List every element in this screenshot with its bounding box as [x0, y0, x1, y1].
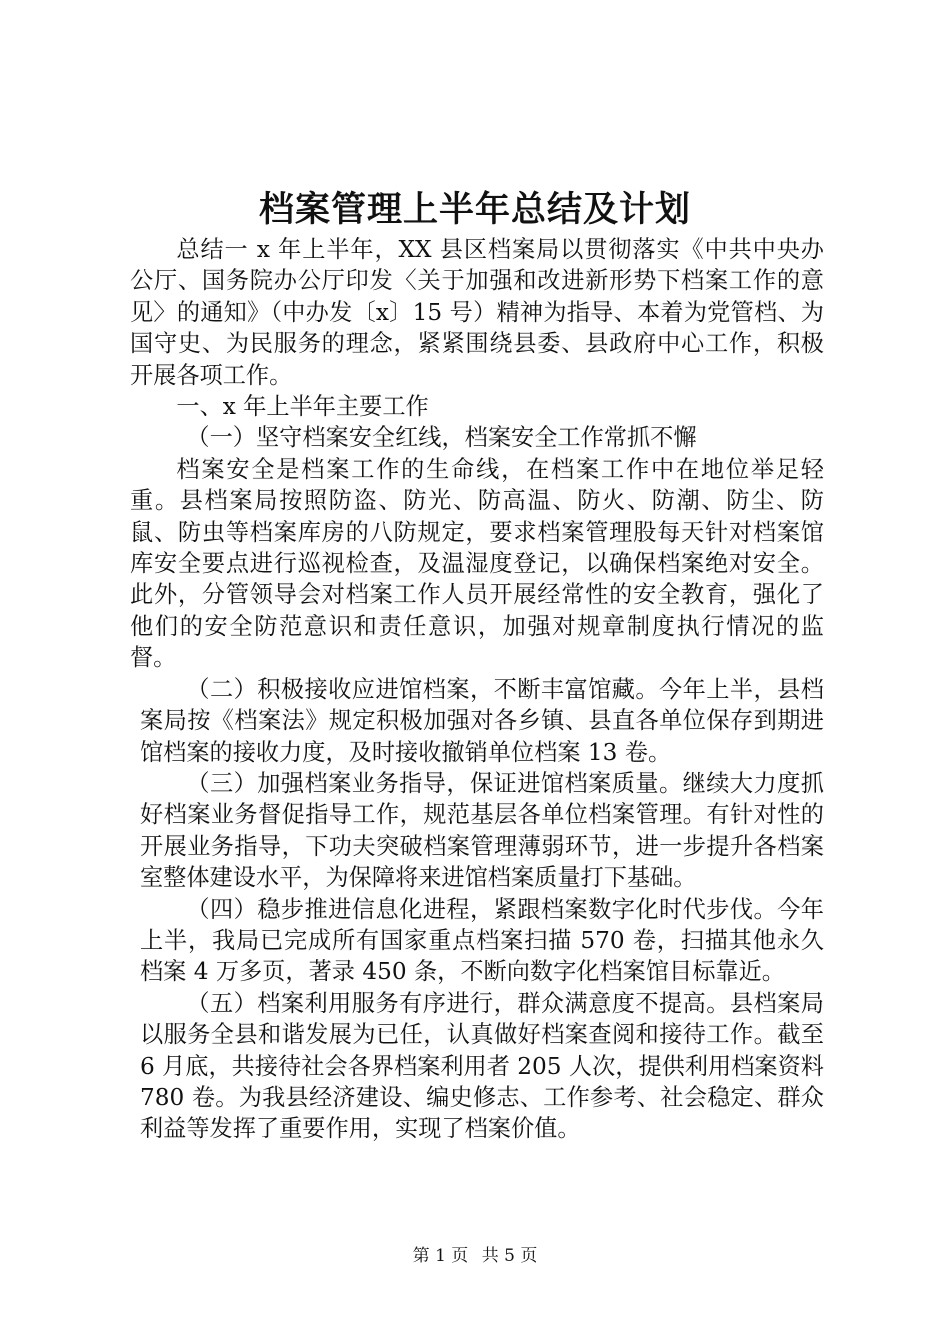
document-body [130, 234, 824, 1145]
body-paragraph-3: （三）加强档案业务指导，保证进馆档案质量。继续大力度抓好档案业务督促指导工作，规范基层各单位档案管理。有针对性的开展业务指导，下功夫突破档案管理薄弱环节，进一步提升各档案室整体建设水平，为保障将来进馆档案质量打下基础。 [140, 769, 824, 892]
subsection-heading-1: （一）坚守档案安全红线，档案安全工作常抓不懈 [186, 424, 697, 452]
page-number: 第 1 页 [412, 1246, 469, 1266]
body-paragraph: 档案安全是档案工作的生命线，在档案工作中在地位举足轻重。县档案局按照防盗、防光、防高温、防火、防潮、防尘、防鼠、防虫等档案库房的八防规定，要求档案管理股每天针对档案馆库安全要点进行巡视检查，及温湿度登记，以确保档案绝对安全。此外，分管领导会对档案工作人员开展经常性的安全教育，强化了他们的安全防范意识和责任意识，加强对规章制度执行情况的监督。 [130, 455, 824, 672]
body-paragraph-5: （五）档案利用服务有序进行，群众满意度不提高。县档案局以服务全县和谐发展为已任，认真做好档案查阅和接待工作。截至 6 月底，共接待社会各界档案利用者 205 人次，提供利用档案资料 780 卷。为我县经济建设、编史修志、工作参考、社会稳定、群众利益等发挥了重要作用，实现了档案价值。 [140, 989, 824, 1143]
document-title: 档案管理上半年总结及计划 [258, 189, 691, 230]
page-footer [0, 1244, 950, 1268]
body-paragraph-2: （二）积极接收应进馆档案，不断丰富馆藏。今年上半，县档案局按《档案法》规定积极加强对各乡镇、县直各单位保存到期进馆档案的接收力度，及时接收撤销单位档案 13 卷。 [140, 675, 824, 766]
body-paragraph-4: （四）稳步推进信息化进程，紧跟档案数字化时代步伐。今年上半，我局已完成所有国家重点档案扫描 570 卷，扫描其他永久档案 4 万多页，著录 450 条，不断向数字化档案馆目标靠近。 [140, 895, 824, 986]
section-heading: 一、x 年上半年主要工作 [176, 393, 429, 421]
intro-paragraph: 总结一 x 年上半年，XX 县区档案局以贯彻落实《中共中央办公厅、国务院办公厅印发〈关于加强和改进新形势下档案工作的意见〉的通知》（中办发〔x〕15 号）精神为指导、本着为党管档、为国守史、为民服务的理念，紧紧围绕县委、县政府中心工作，积极开展各项工作。 [130, 236, 824, 389]
page-total: 共 5 页 [481, 1246, 538, 1266]
